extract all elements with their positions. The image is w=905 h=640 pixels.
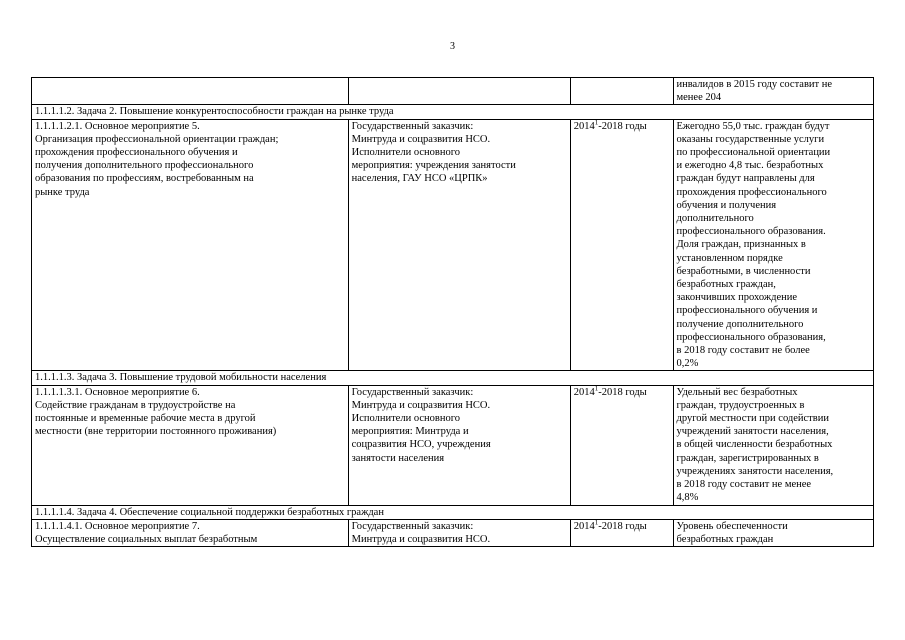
page-number: 3 — [450, 41, 455, 52]
cell-empty — [570, 78, 673, 105]
task-row-4 — [32, 505, 874, 519]
cell-executor — [348, 385, 570, 505]
result-text: Ежегодно 55,0 тыс. граждан будут оказаны государственные услуги по профессиональной ориентации и ежегодно 4,8 тыс. безработных граждан будут направлены для прохождения профессионального обучения и получения дополнительного профессионального образования. Доля граждан, признанных в установленном порядке безработными, в численности безработных граждан, закончивших прохождение профессионального обучения и получение дополнительного профессионального образования, в 2018 году составит не более 0,2% — [676, 120, 831, 370]
cell-result — [673, 119, 874, 371]
table-row-measure-6 — [32, 385, 874, 505]
task-row-2 — [32, 105, 874, 119]
measure-text: 1.1.1.1.3.1. Основное мероприятие 6. Содействие гражданам в трудоустройстве на постоянные и временные рабочие места в другой местности (вне территории постоянного проживания) — [35, 386, 277, 438]
cell-empty — [348, 78, 570, 105]
executor-text: Государственный заказчик: Минтруда и соцразвития НСО. — [351, 520, 491, 545]
period-rest: -2018 годы — [598, 520, 647, 532]
period-footnote: 1 — [594, 384, 599, 393]
task-heading: 1.1.1.1.4. Задача 4. Обеспечение социальной поддержки безработных граждан — [32, 505, 874, 519]
period-rest: -2018 годы — [598, 120, 647, 132]
cell-measure — [32, 519, 349, 546]
measure-text: 1.1.1.1.4.1. Основное мероприятие 7. Осуществление социальных выплат безработным — [35, 520, 258, 545]
result-text: Удельный вес безработных граждан, трудоустроенных в другой местности при содействии учреждений занятости населения, в общей численности безработных граждан, зарегистрированных в учреждениях занятости населения, в 2018 году составит не менее 4,8% — [676, 386, 834, 504]
table-row-measure-5 — [32, 119, 874, 371]
period-footnote: 1 — [594, 118, 599, 127]
table-row-carry-over — [32, 78, 874, 105]
measure-text: 1.1.1.1.2.1. Основное мероприятие 5. Организация профессиональной ориентации граждан; прохождения профессионального обучения и получения дополнительного профессионального образования по профессиям, востребованным на рынке труда — [35, 120, 279, 198]
cell-measure — [32, 119, 349, 371]
period-rest: -2018 годы — [598, 386, 647, 398]
executor-text: Государственный заказчик: Минтруда и соцразвития НСО. Исполнители основного мероприятия: Минтруда и соцразвития НСО, учреждения занятости населения — [351, 386, 491, 464]
cell-result — [673, 385, 874, 505]
cell-period — [570, 119, 673, 371]
period-footnote: 1 — [594, 518, 599, 527]
cell-period — [570, 519, 673, 546]
cell-result — [673, 78, 874, 105]
cell-result — [673, 519, 874, 546]
task-heading: 1.1.1.1.2. Задача 2. Повышение конкурентоспособности граждан на рынке труда — [32, 105, 874, 119]
cell-executor — [348, 519, 570, 546]
cell-executor — [348, 119, 570, 371]
period-year: 2014 — [573, 120, 595, 132]
executor-text: Государственный заказчик: Минтруда и соцразвития НСО. Исполнители основного мероприятия: учреждения занятости населения, ГАУ НСО «ЦРПК» — [351, 120, 516, 185]
period-year: 2014 — [573, 520, 595, 532]
result-text: Уровень обеспеченности безработных граждан — [676, 520, 788, 545]
cell-empty — [32, 78, 349, 105]
table-row-measure-7 — [32, 519, 874, 546]
cell-period — [570, 385, 673, 505]
task-row-3 — [32, 371, 874, 385]
task-heading: 1.1.1.1.3. Задача 3. Повышение трудовой мобильности населения — [32, 371, 874, 385]
program-table — [31, 77, 874, 547]
cell-measure — [32, 385, 349, 505]
period-year: 2014 — [573, 386, 595, 398]
result-text: инвалидов в 2015 году составит не менее 204 — [676, 79, 833, 104]
